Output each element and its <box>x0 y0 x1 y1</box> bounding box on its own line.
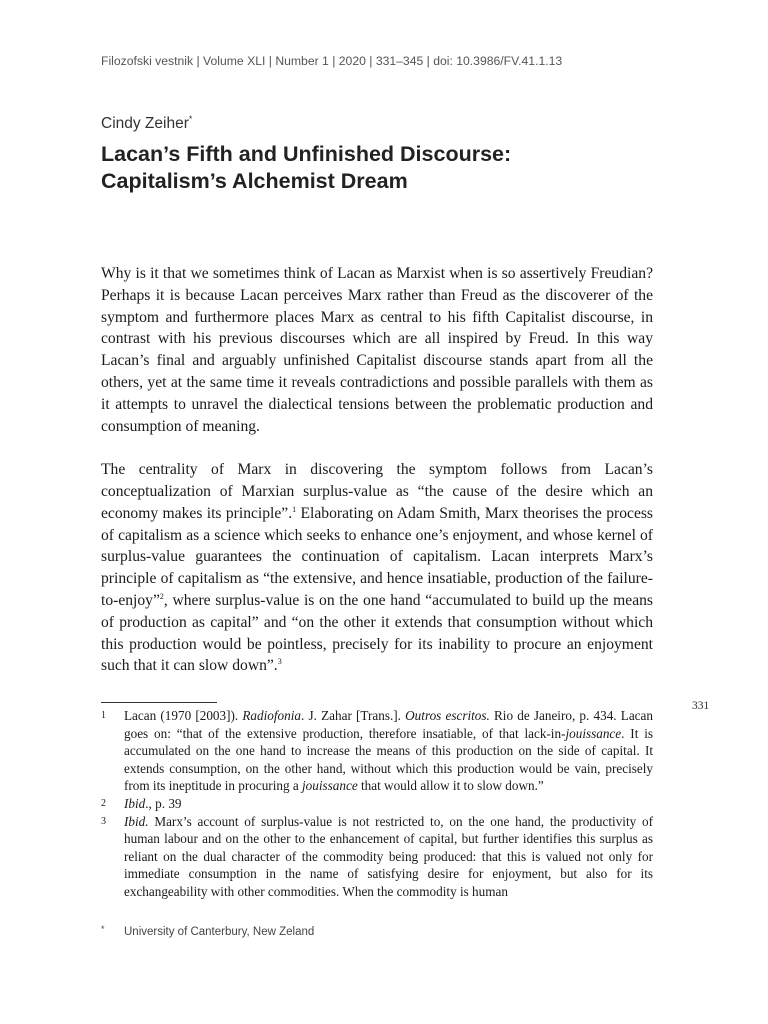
footnote-separator <box>101 702 217 703</box>
affiliation-text: University of Canterbury, New Zeland <box>124 926 315 938</box>
footnote-ref-1[interactable]: 1 <box>292 504 297 514</box>
author-name-text: Cindy Zeiher <box>101 115 189 133</box>
footnote-text: ., p. 39 <box>145 795 182 811</box>
footnote-italic: jouissance <box>565 725 622 741</box>
footnote-number: 2 <box>101 797 106 809</box>
footnote-italic: Outros escritos. <box>405 708 490 723</box>
author-name <box>101 114 192 133</box>
paragraph-2-text-a: The centrality of Marx in discovering the symptom follows from Lacan’s conceptualization of Marxian surplus-value as “the cause of the desire which an economy makes its principle”. <box>101 461 653 522</box>
footnote-italic: jouissance <box>302 778 358 794</box>
footnote-text: Marx’s account of surplus-value is not restricted to, on the one hand, the productivity of human labour and on the other to the enhancement of capital, but further identifies this surplus as reliant on the dual character of the commodity being produced: that this is valued not only for immediate consumption in the name of satisfying desire for enjoyment, but also for its exchangeability with other commodities. When the commodity is human <box>124 813 653 899</box>
affiliation-mark: * <box>101 924 105 934</box>
paragraph-1: Why is it that we sometimes think of Lacan as Marxist when is so assertively Freudian? Perhaps it is because Lacan perceives Marx rather than Freud as the discoverer of the symptom and furthermore places Marx as central to his fifth Capitalist discourse, in contrast with his previous discourses which are all inspired by Freud. In this way Lacan’s final and arguably unfinished Capitalist discourse stands apart from all the others, yet at the same time it reveals contradictions and possible parallels with them as it attempts to unravel the dialectical tensions between the problematic production and consumption of meaning. <box>101 265 653 435</box>
footnote-number: 1 <box>101 710 106 721</box>
footnote-1 <box>101 707 653 795</box>
footnote-text: . It is accumulated on the one hand to increase the means of this production on the side of capital. It extends consumption, on the other hand, without which this production would be vain, precisely from its ineptitude in procuring a <box>124 725 653 794</box>
footnote-italic: Radiofonia <box>242 708 301 723</box>
footnote-italic: Ibid <box>124 795 146 811</box>
footnotes <box>101 707 653 920</box>
page-number: 331 <box>692 700 710 712</box>
article-title <box>101 141 661 195</box>
footnote-number: 3 <box>101 815 106 827</box>
paragraph-2-text-b: Elaborating on Adam Smith, Marx theorises the process of capitalism as a science which seeks to enhance one’s enjoyment, and whose kernel of surplus-value guarantees the continuation of capitalism. Lacan interprets Marx’s principle of capitalism as “the extensive, and hence insatiable, production of the failure-to-enjoy” <box>101 504 653 609</box>
paragraph-2 <box>101 459 653 677</box>
footnote-3 <box>101 813 653 901</box>
article-body <box>101 263 653 699</box>
footnote-ref-3[interactable]: 3 <box>277 657 282 667</box>
running-head: Filozofski vestnik | Volume XLI | Number 1 | 2020 | 331–345 | doi: 10.3986/FV.41.1.13 <box>101 54 563 68</box>
footnote-text: that would allow it to slow down.” <box>357 778 544 794</box>
footnote-text: . J. Zahar [Trans.]. <box>301 708 406 723</box>
footnote-text: Rio de Janeiro, p. 434. Lacan goes on: “that of the extensive production, therefore insatiable, of that lack-in- <box>124 708 653 741</box>
footnote-italic: Ibid. <box>124 813 149 829</box>
footnote-2 <box>101 795 653 813</box>
footnote-ref-2[interactable]: 2 <box>159 591 164 601</box>
author-footnote-mark: * <box>188 114 193 124</box>
title-line-1: Lacan’s Fifth and Unfinished Discourse: <box>101 142 512 166</box>
paragraph-2-text-c: , where surplus-value is on the one hand “accumulated to build up the means of production as capital” and “on the other it extends that consumption without which this production would be pointless, precisely for its inability to procure an enjoyment such that it can slow down”. <box>101 591 653 675</box>
title-line-2: Capitalism’s Alchemist Dream <box>101 169 408 193</box>
footnote-text: Lacan (1970 [2003]). <box>124 708 243 723</box>
author-affiliation <box>101 926 661 938</box>
